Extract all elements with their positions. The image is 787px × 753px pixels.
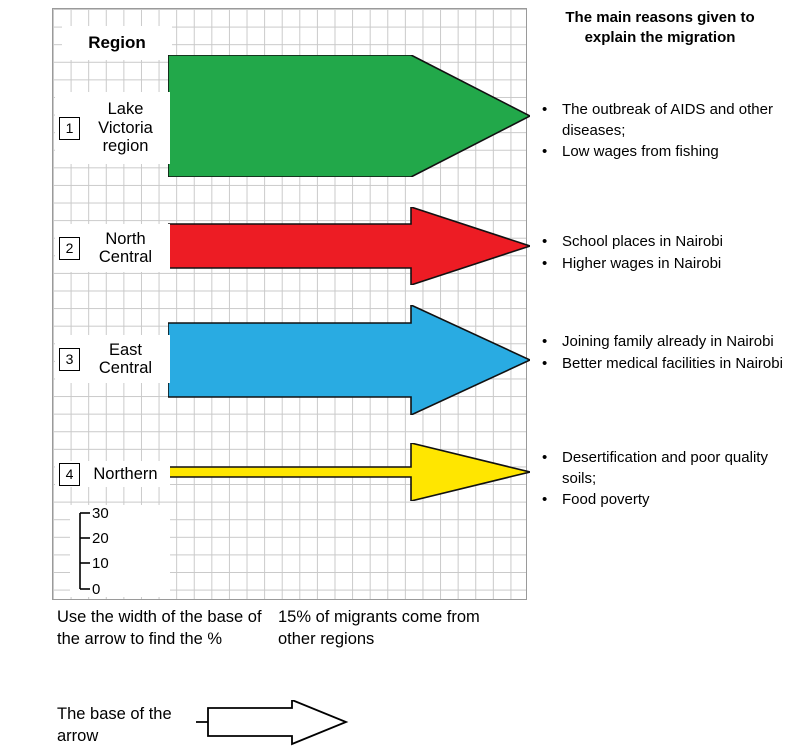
reasons-heading: The main reasons given to explain the migration <box>565 9 755 46</box>
reasons-group-1 <box>538 100 784 164</box>
row-text-2-line-1: North <box>105 229 146 248</box>
row-number-3: 3 <box>59 348 80 371</box>
row-text-1-line-3: region <box>102 137 149 156</box>
row-label-3 <box>55 335 170 383</box>
caption-width-instruction: Use the width of the base of the arrow to find the % <box>57 608 262 648</box>
row-text-1 <box>85 100 170 155</box>
chart-title <box>62 26 172 60</box>
reason-item <box>538 448 784 489</box>
row-label-4 <box>55 461 170 487</box>
scale-label-30: 30 <box>92 505 109 522</box>
row-text-1-line-1: Lake <box>107 100 144 119</box>
row-text-3 <box>85 341 170 378</box>
row-text-4-line-1: Northern <box>93 464 158 483</box>
key-label: The base of the arrow <box>57 705 172 745</box>
row-number-4: 4 <box>59 463 80 486</box>
bullet-icon: • <box>542 333 548 350</box>
arrow-bar-2 <box>168 207 530 285</box>
reason-item <box>538 354 784 375</box>
reasons-group-2 <box>538 232 784 275</box>
reason-text: Desertification and poor quality soils; <box>562 449 768 487</box>
reasons-group-4 <box>538 448 784 512</box>
arrow-bar-3 <box>168 305 530 415</box>
scale-label-0: 0 <box>92 581 101 598</box>
row-label-1 <box>55 92 170 164</box>
chart-title-text: Region <box>88 33 146 52</box>
reason-text: Joining family already in Nairobi <box>562 333 774 350</box>
caption-other-regions: 15% of migrants come from other regions <box>278 608 480 648</box>
value-scale-axis <box>70 505 170 597</box>
scale-label-10: 10 <box>92 555 109 572</box>
row-text-2-line-2: Central <box>98 248 153 266</box>
row-text-3-line-1: East <box>108 340 143 359</box>
reason-text: Food poverty <box>562 491 650 509</box>
row-text-1-line-2: Victoria <box>98 118 153 137</box>
bullet-icon: • <box>542 254 548 272</box>
row-number-1: 1 <box>59 117 80 140</box>
reason-text: Higher wages in Nairobi <box>562 254 722 272</box>
reason-item <box>538 142 784 163</box>
reason-text: Better medical facilities in Nairobi <box>562 354 783 372</box>
reason-text: The outbreak of AIDS and other diseases; <box>562 101 773 139</box>
bullet-icon: • <box>542 354 548 372</box>
bullet-icon: • <box>542 101 548 118</box>
row-text-3-line-2: Central <box>98 359 153 377</box>
row-number-2: 2 <box>59 237 80 260</box>
bullet-icon: • <box>542 449 548 466</box>
reason-item <box>538 100 784 141</box>
bullet-icon: • <box>542 143 548 161</box>
bullet-icon: • <box>542 491 548 509</box>
scale-axis-svg <box>70 505 170 597</box>
reason-item <box>538 254 784 275</box>
row-text-4 <box>85 465 170 483</box>
key-arrow-diagram <box>196 700 401 748</box>
row-text-2 <box>85 230 170 267</box>
reasons-group-3 <box>538 332 784 375</box>
reason-item <box>538 232 784 253</box>
reason-item <box>538 490 784 511</box>
arrow-bar-1 <box>168 55 530 177</box>
scale-label-20: 20 <box>92 530 109 547</box>
arrow-bar-4 <box>168 443 530 501</box>
bullet-icon: • <box>542 233 548 250</box>
reason-text: School places in Nairobi <box>562 233 723 250</box>
row-label-2 <box>55 224 170 272</box>
reason-item <box>538 332 784 353</box>
reason-text: Low wages from fishing <box>562 143 719 161</box>
